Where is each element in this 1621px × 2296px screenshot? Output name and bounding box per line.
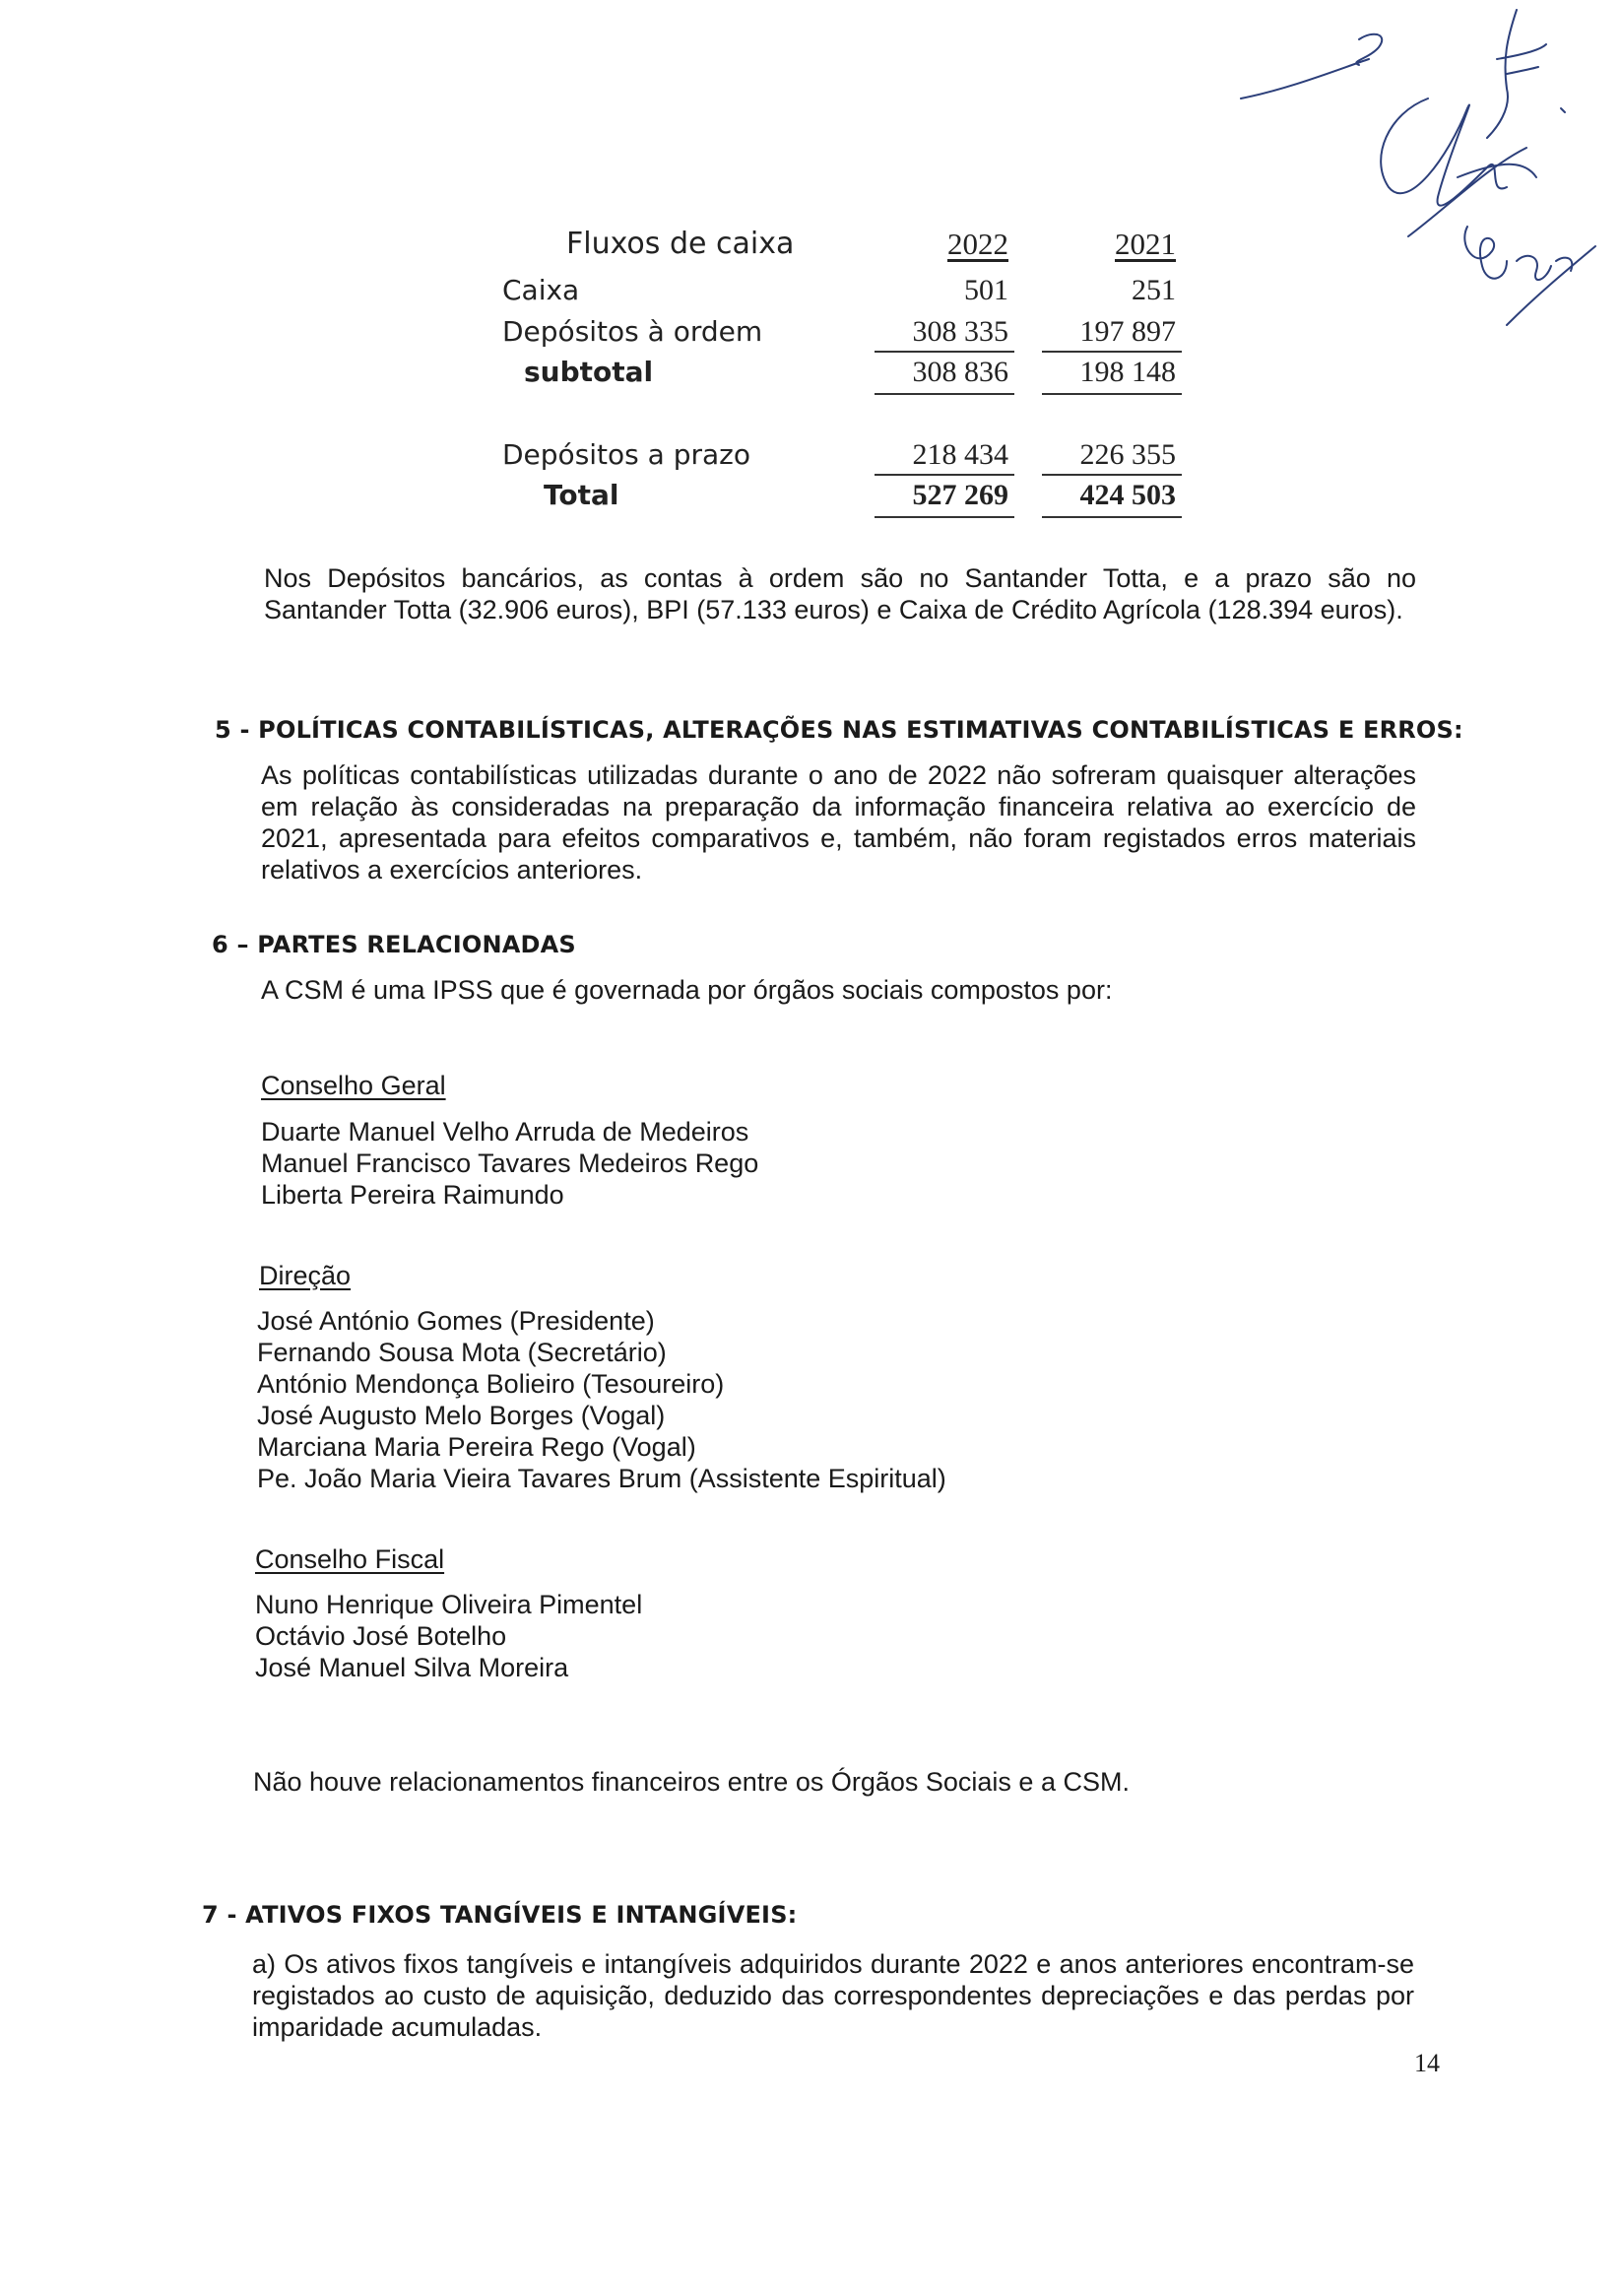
member: José António Gomes (Presidente) bbox=[257, 1306, 655, 1336]
total-bottom-rule-2021 bbox=[1042, 516, 1182, 518]
conselho-geral-title: Conselho Geral bbox=[261, 1071, 446, 1100]
section-6-heading: 6 – PARTES RELACIONADAS bbox=[212, 931, 576, 958]
row-label-caixa: Caixa bbox=[502, 274, 580, 306]
conselho-geral-list bbox=[261, 1116, 758, 1211]
direcao-list bbox=[257, 1305, 946, 1494]
row-label-depositos-prazo: Depósitos a prazo bbox=[502, 438, 750, 471]
cell-depositos-prazo-2022: 218 434 bbox=[912, 438, 1008, 471]
year-2022-header: 2022 bbox=[947, 227, 1008, 261]
total-bottom-rule-2022 bbox=[875, 516, 1014, 518]
member: Fernando Sousa Mota (Secretário) bbox=[257, 1338, 667, 1367]
cell-subtotal-2022: 308 836 bbox=[912, 356, 1008, 388]
year-2021-header: 2021 bbox=[1115, 227, 1176, 261]
member: José Manuel Silva Moreira bbox=[255, 1653, 569, 1682]
member: Liberta Pereira Raimundo bbox=[261, 1180, 564, 1210]
page-number: 14 bbox=[1414, 2049, 1440, 2077]
total-rule-2021 bbox=[1042, 474, 1182, 476]
direcao-title: Direção bbox=[259, 1261, 352, 1290]
cell-caixa-2021: 251 bbox=[1132, 274, 1176, 306]
cell-subtotal-2021: 198 148 bbox=[1079, 356, 1176, 388]
row-label-subtotal: subtotal bbox=[524, 356, 654, 388]
cell-total-2021: 424 503 bbox=[1079, 479, 1176, 511]
subtotal-bottom-rule-2022 bbox=[875, 393, 1014, 395]
member: Octávio José Botelho bbox=[255, 1621, 507, 1651]
handwritten-signatures bbox=[1211, 0, 1615, 355]
subtotal-rule-2022 bbox=[875, 351, 1014, 353]
row-label-total: Total bbox=[544, 479, 619, 511]
member: Manuel Francisco Tavares Medeiros Rego bbox=[261, 1148, 759, 1178]
cell-depositos-ordem-2022: 308 335 bbox=[912, 315, 1008, 348]
section-5-heading: 5 - POLÍTICAS CONTABILÍSTICAS, ALTERAÇÕES NAS ESTIMATIVAS CONTABILÍSTICAS E ERROS: bbox=[215, 716, 1463, 744]
member: Duarte Manuel Velho Arruda de Medeiros bbox=[261, 1117, 749, 1147]
section-6-intro: A CSM é uma IPSS que é governada por órgãos sociais compostos por: bbox=[261, 975, 1113, 1005]
section-7-text: a) Os ativos fixos tangíveis e intangíveis adquiridos durante 2022 e anos anteriores encontram-se registados ao custo de aquisição, deduzido das correspondentes depreciações e das perdas por imparidade acumuladas. bbox=[252, 1949, 1414, 2042]
deposits-note: Nos Depósitos bancários, as contas à ordem são no Santander Totta, e a prazo são no Santander Totta (32.906 euros), BPI (57.133 euros) e Caixa de Crédito Agrícola (128.394 euros). bbox=[264, 563, 1416, 624]
member: Nuno Henrique Oliveira Pimentel bbox=[255, 1590, 643, 1619]
cash-flow-title: Fluxos de caixa bbox=[566, 227, 795, 261]
member: José Augusto Melo Borges (Vogal) bbox=[257, 1401, 666, 1430]
subtotal-bottom-rule-2021 bbox=[1042, 393, 1182, 395]
member: António Mendonça Bolieiro (Tesoureiro) bbox=[257, 1369, 725, 1399]
member: Pe. João Maria Vieira Tavares Brum (Assistente Espiritual) bbox=[257, 1464, 946, 1493]
conselho-fiscal-list bbox=[255, 1589, 642, 1683]
cell-caixa-2022: 501 bbox=[964, 274, 1008, 306]
section-6-closing: Não houve relacionamentos financeiros entre os Órgãos Sociais e a CSM. bbox=[253, 1767, 1130, 1797]
total-rule-2022 bbox=[875, 474, 1014, 476]
row-label-depositos-ordem: Depósitos à ordem bbox=[502, 315, 763, 348]
section-5-text: As políticas contabilísticas utilizadas durante o ano de 2022 não sofreram quaisquer alterações em relação às consideradas na preparação da informação financeira relativa ao exercício de 2021, apresentada para efeitos comparativos e, também, não foram registados erros materiais relativos a exercícios anteriores. bbox=[261, 760, 1416, 885]
cell-depositos-ordem-2021: 197 897 bbox=[1079, 315, 1176, 348]
cell-depositos-prazo-2021: 226 355 bbox=[1079, 438, 1176, 471]
subtotal-rule-2021 bbox=[1042, 351, 1182, 353]
cell-total-2022: 527 269 bbox=[912, 479, 1008, 511]
conselho-fiscal-title: Conselho Fiscal bbox=[255, 1544, 445, 1574]
member: Marciana Maria Pereira Rego (Vogal) bbox=[257, 1432, 696, 1462]
section-7-heading: 7 - ATIVOS FIXOS TANGÍVEIS E INTANGÍVEIS: bbox=[202, 1901, 798, 1929]
